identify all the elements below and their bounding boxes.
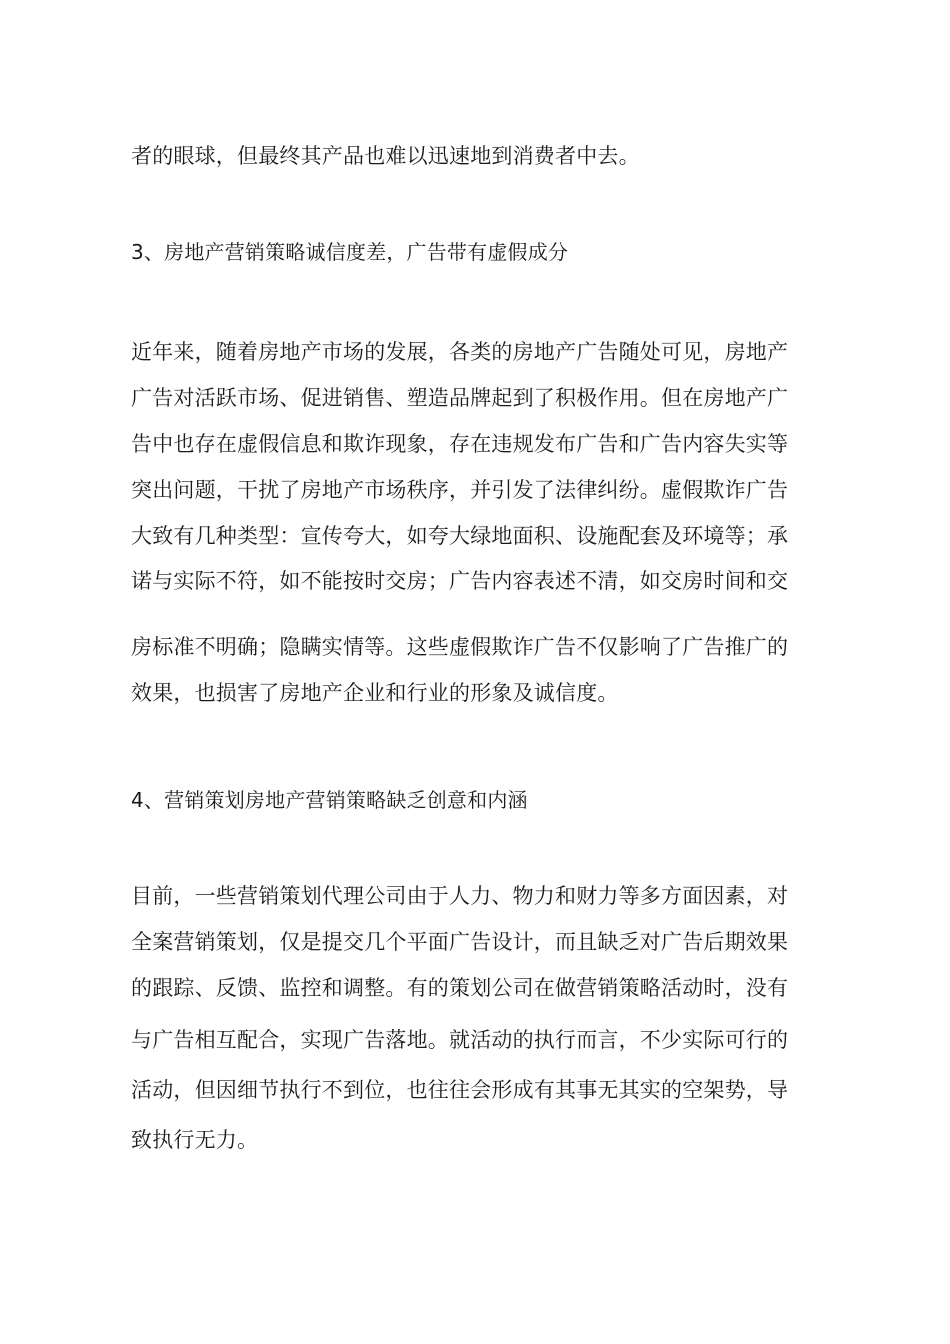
paragraph-line: 活动，但因细节执行不到位，也往往会形成有其事无其实的空架势，导 (131, 1078, 789, 1102)
section3-heading: 3、房地产营销策略诚信度差，广告带有虚假成分 (131, 240, 569, 264)
paragraph-line: 全案营销策划，仅是提交几个平面广告设计，而且缺乏对广告后期效果 (131, 930, 789, 954)
paragraph-line: 效果，也损害了房地产企业和行业的形象及诚信度。 (131, 681, 619, 705)
paragraph-line: 近年来，随着房地产市场的发展，各类的房地产广告随处可见，房地产 (131, 340, 789, 364)
paragraph-line: 突出问题，干扰了房地产市场秩序，并引发了法律纠纷。虚假欺诈广告 (131, 478, 789, 502)
paragraph-line: 大致有几种类型：宣传夸大，如夸大绿地面积、设施配套及环境等；承 (131, 524, 789, 548)
paragraph-line: 致执行无力。 (131, 1128, 259, 1152)
paragraph-line: 目前，一些营销策划代理公司由于人力、物力和财力等多方面因素，对 (131, 884, 789, 908)
intro-tail-line: 者的眼球，但最终其产品也难以迅速地到消费者中去。 (131, 144, 640, 168)
paragraph-line: 告中也存在虚假信息和欺诈现象，存在违规发布广告和广告内容失实等 (131, 432, 789, 456)
section4-heading: 4、营销策划房地产营销策略缺乏创意和内涵 (131, 788, 528, 812)
paragraph-line: 的跟踪、反馈、监控和调整。有的策划公司在做营销策略活动时，没有 (131, 976, 789, 1000)
paragraph-line: 与广告相互配合，实现广告落地。就活动的执行而言，不少实际可行的 (131, 1028, 789, 1052)
paragraph-line: 广告对活跃市场、促进销售、塑造品牌起到了积极作用。但在房地产广 (131, 386, 789, 410)
paragraph-line: 诺与实际不符，如不能按时交房；广告内容表述不清，如交房时间和交 (131, 569, 789, 593)
paragraph-line: 房标准不明确；隐瞒实情等。这些虚假欺诈广告不仅影响了广告推广的 (131, 635, 789, 659)
